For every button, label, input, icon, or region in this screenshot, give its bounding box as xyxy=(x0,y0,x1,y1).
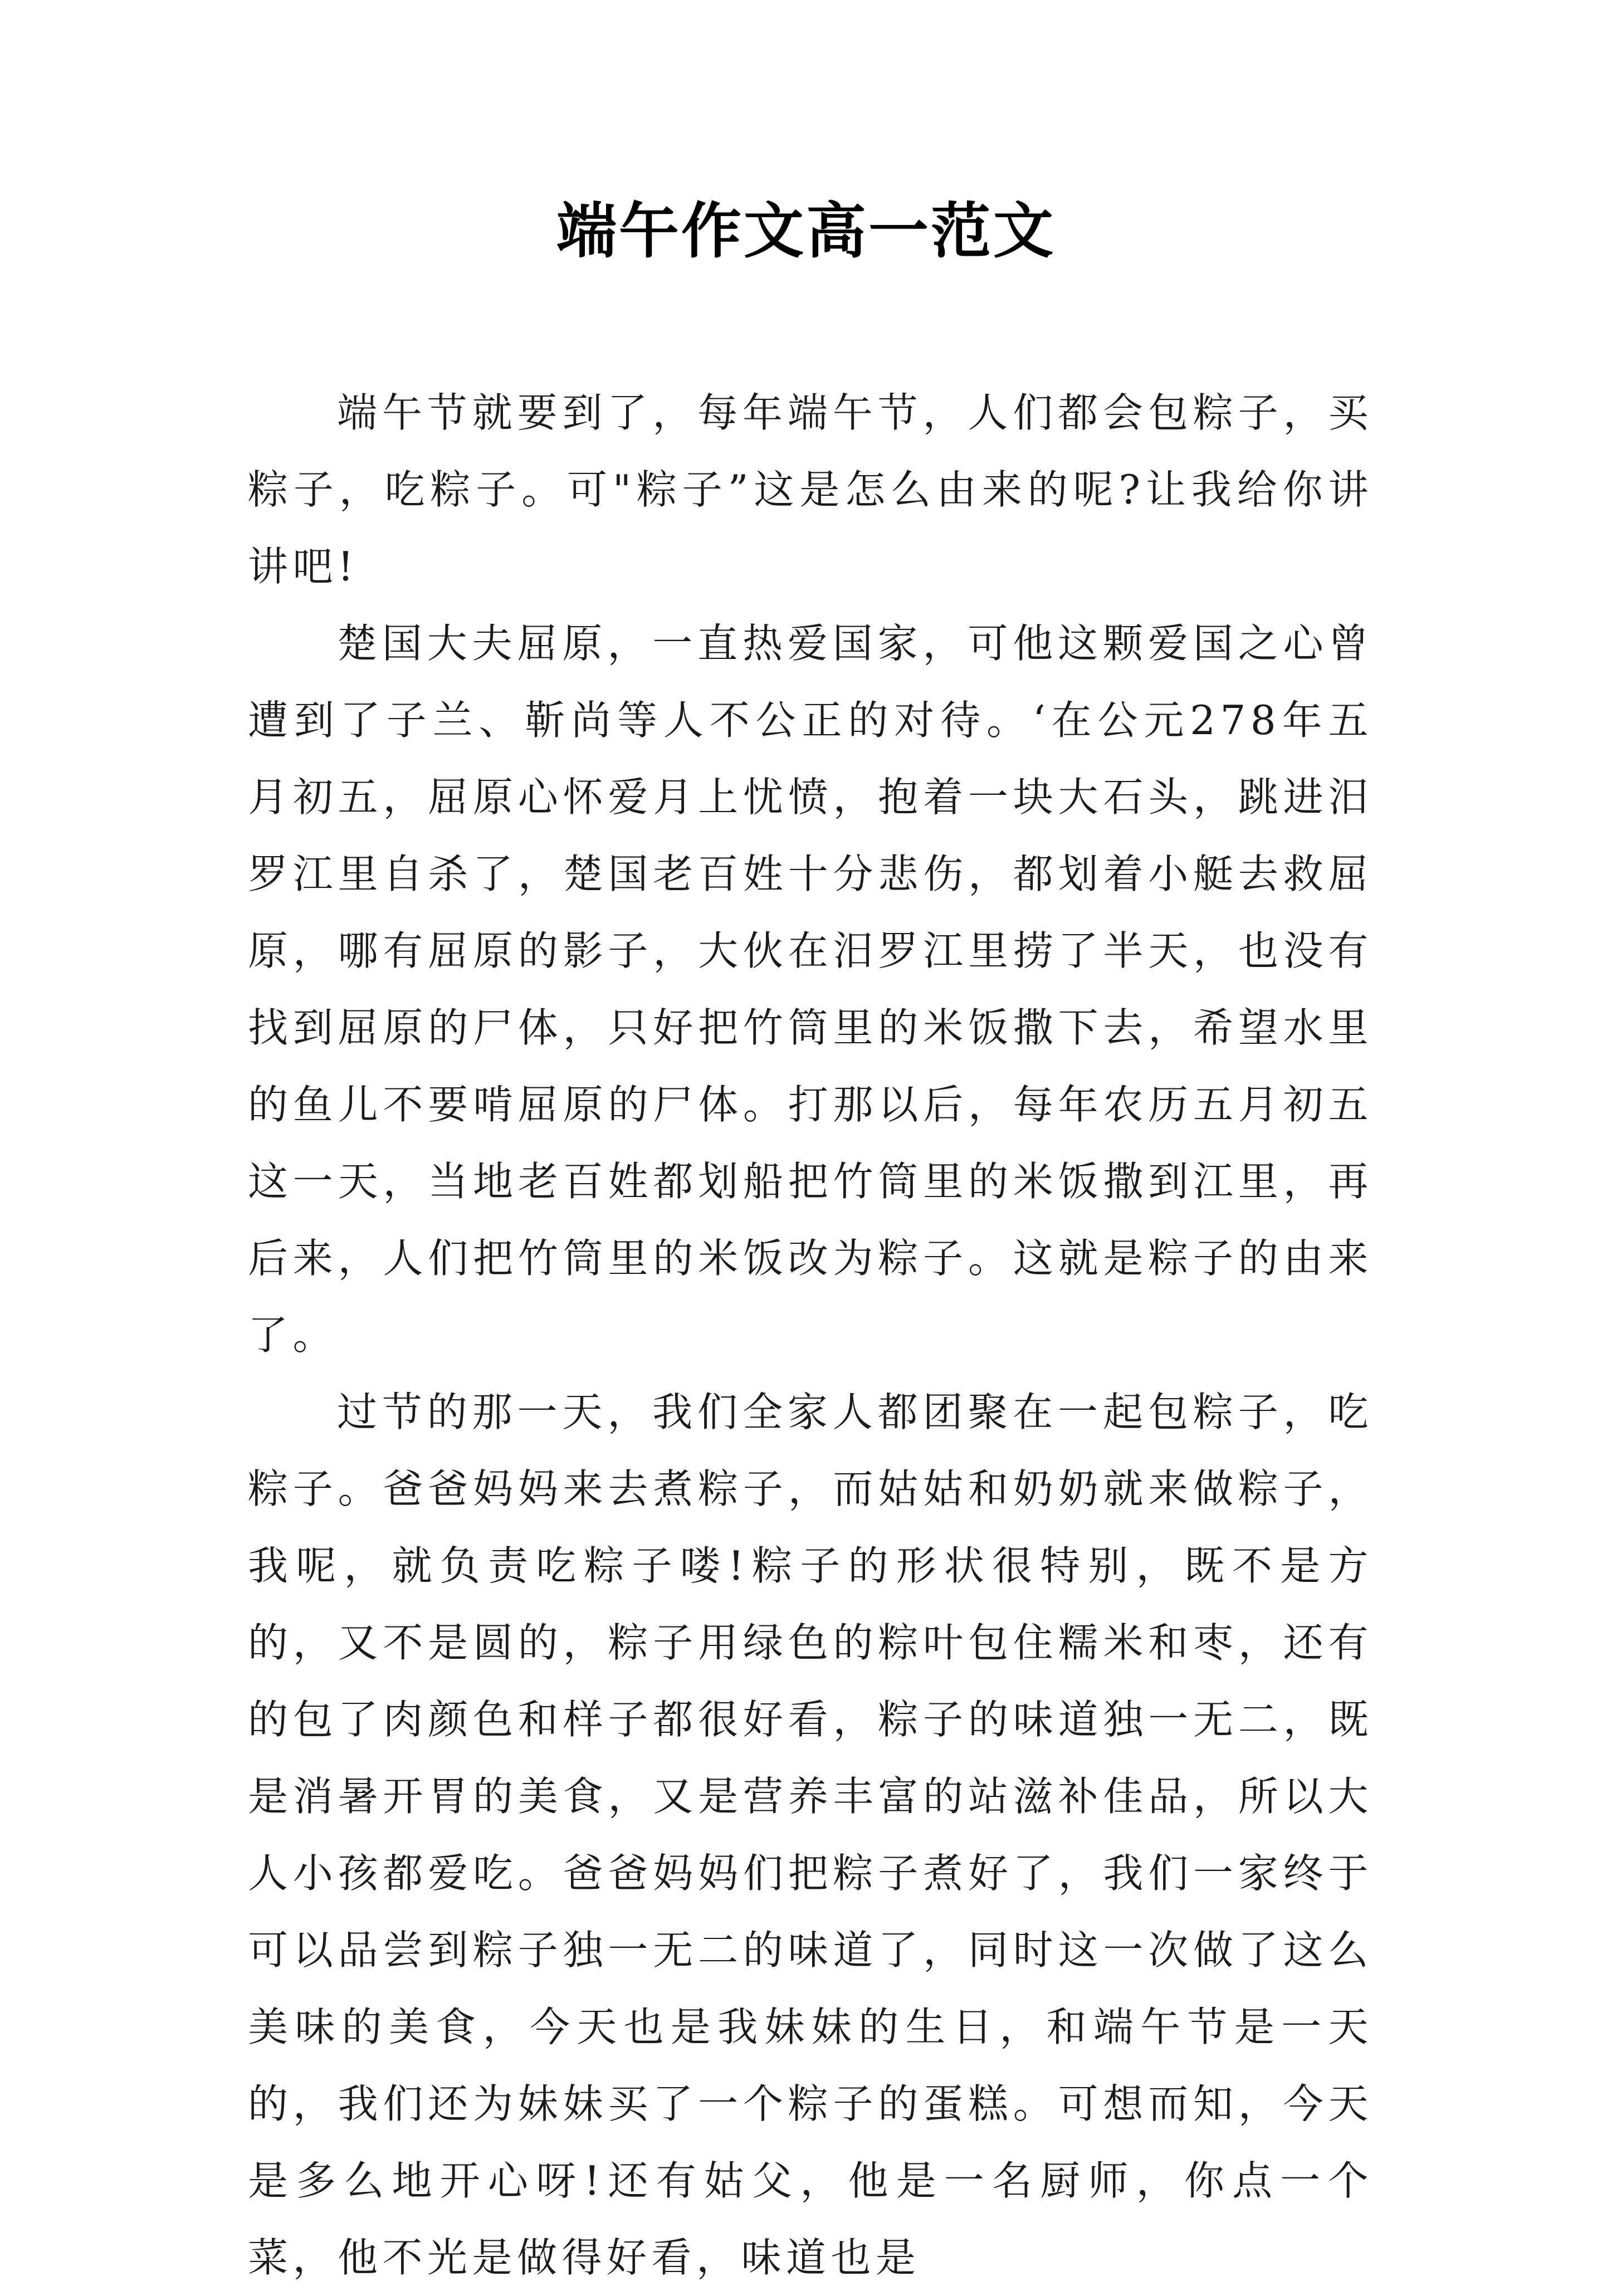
document-title: 端午作文高一范文 xyxy=(556,196,1056,266)
paragraph-festival-day: 过节的那一天，我们全家人都团聚在一起包粽子，吃粽子。爸爸妈妈来去煮粽子，而姑姑和奶奶就来做粽子，我呢，就负责吃粽子喽!粽子的形状很特别，既不是方的，又不是圆的，粽子用绿色的粽叶包住糯米和枣，还有的包了肉颜色和样子都很好看，粽子的味道独一无二，既是消暑开胃的美食，又是营养丰富的站滋补佳品，所以大人小孩都爱吃。爸爸妈妈们把粽子煮好了，我们一家终于可以品尝到粽子独一无二的味道了，同时这一次做了这么美味的美食，今天也是我妹妹的生日，和端午节是一天的，我们还为妹妹买了一个粽子的蛋糕。可想而知，今天是多么地开心呀!还有姑父，他是一名厨师，你点一个菜，他不光是做得好看，味道也是 xyxy=(248,1389,1373,2281)
paragraph-intro: 端午节就要到了，每年端午节，人们都会包粽子，买粽子，吃粽子。可"粽子”这是怎么由来的呢?让我给你讲讲吧! xyxy=(248,389,1373,590)
document-body xyxy=(248,374,1373,2296)
paragraph-qu-yuan-story: 楚国大夫屈原，一直热爱国家，可他这颗爱国之心曾遭到了子兰、靳尚等人不公正的对待。‘在公元278年五月初五，屈原心怀爱月上忧愤，抱着一块大石头，跳进汨罗江里自杀了，楚国老百姓十分悲伤，都划着小艇去救屈原，哪有屈原的影子，大伙在汨罗江里捞了半天，也没有找到屈原的尸体，只好把竹筒里的米饭撒下去，希望水里的鱼儿不要啃屈原的尸体。打那以后，每年农历五月初五这一天，当地老百姓都划船把竹筒里的米饭撒到江里，再后来，人们把竹筒里的米饭改为粽子。这就是粽子的由来了。 xyxy=(248,620,1373,1359)
